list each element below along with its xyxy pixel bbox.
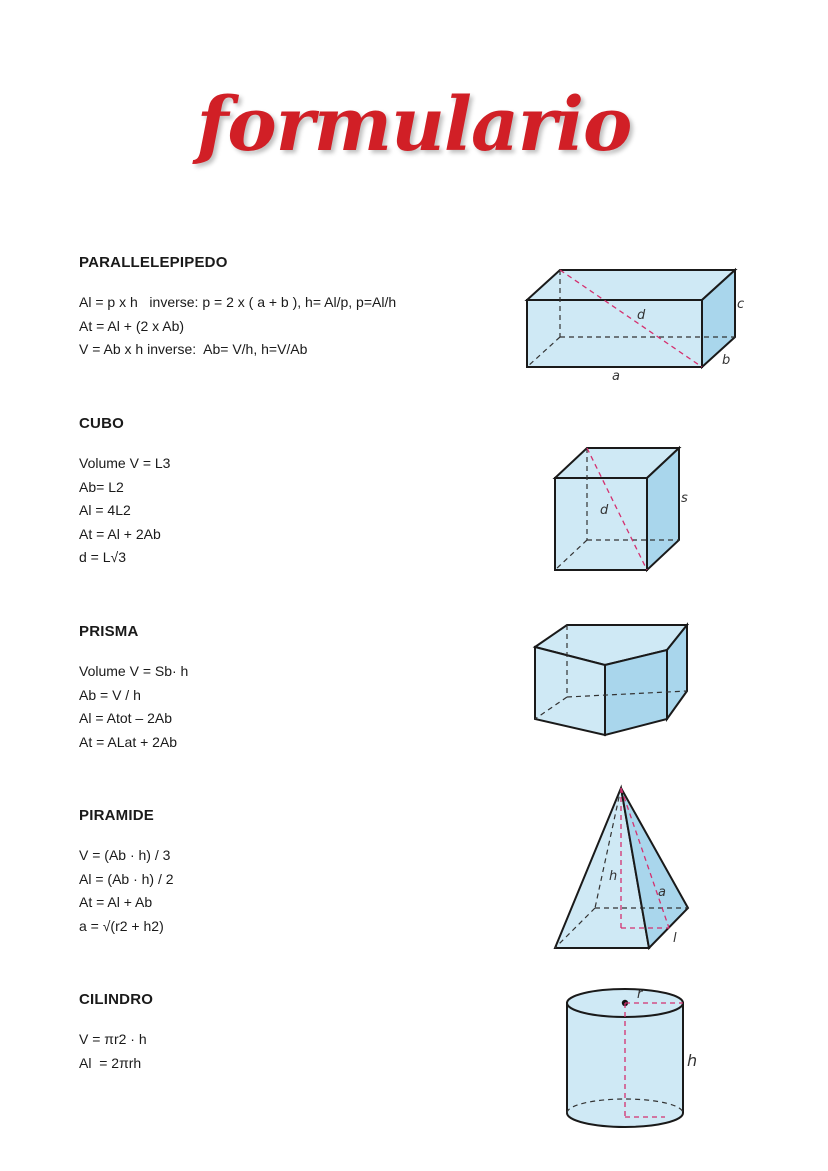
formula-line: Al = (Ab · h) / 2 [79, 870, 174, 887]
cylinder-figure [555, 980, 705, 1140]
formula-line: At = ALat + 2Ab [79, 733, 178, 750]
formula-line: V = Ab x h inverse: Ab= V/h, h=V/Ab [79, 341, 308, 357]
label-r: r [637, 987, 643, 1002]
formula-line: a = √(r2 + h2) [79, 917, 164, 934]
cube-figure [545, 440, 705, 580]
formula-line: V = πr2 · h [79, 1031, 147, 1047]
formula-line: Al = 4L2 [79, 502, 131, 518]
label-d: d [637, 308, 646, 323]
parallelepiped-top-face [527, 270, 735, 300]
section-heading: PARALLELEPIPEDO [79, 254, 228, 271]
label-h: h [609, 869, 618, 884]
label-a: a [612, 369, 620, 384]
label-c: c [737, 297, 745, 312]
section-piramide [79, 807, 499, 938]
section-heading: PIRAMIDE [79, 807, 154, 824]
parallelepiped-front-face [527, 300, 702, 367]
label-d: d [600, 503, 609, 518]
formula-line: Al = p x h inverse: p = 2 x ( a + b ), h= Al/p, p=Al/h [79, 294, 397, 310]
label-s: s [681, 491, 688, 506]
formula-line: Al = 2πrh [79, 1054, 142, 1071]
formula-line: Ab= L2 [79, 478, 124, 495]
parallelepiped-figure [515, 262, 755, 387]
formula-line: Al = Atot – 2Ab [79, 710, 173, 726]
prism-figure [525, 615, 700, 745]
pyramid-figure [545, 780, 700, 955]
label-a: a [658, 885, 666, 900]
formula-line: Ab = V / h [79, 686, 141, 703]
page-title: formulario [196, 82, 632, 168]
section-heading: CILINDRO [79, 991, 154, 1008]
formula-line: At = Al + (2 x Ab) [79, 317, 185, 334]
section-cubo [79, 415, 499, 570]
formula-line: At = Al + Ab [79, 894, 153, 910]
section-parallelepipedo [79, 254, 499, 362]
formula-line: Volume V = L3 [79, 455, 171, 471]
label-h: h [687, 1051, 698, 1070]
section-prisma [79, 623, 499, 754]
section-heading: PRISMA [79, 623, 139, 640]
formula-line: d = L√3 [79, 549, 126, 565]
section-heading: CUBO [79, 415, 124, 432]
cube-front-face [555, 478, 647, 570]
section-cilindro [79, 991, 499, 1075]
label-l: l [673, 931, 677, 946]
label-b: b [722, 353, 731, 368]
formula-line: V = (Ab · h) / 3 [79, 847, 171, 863]
formula-line: Volume V = Sb· h [79, 663, 189, 679]
formula-line: At = Al + 2Ab [79, 525, 161, 542]
